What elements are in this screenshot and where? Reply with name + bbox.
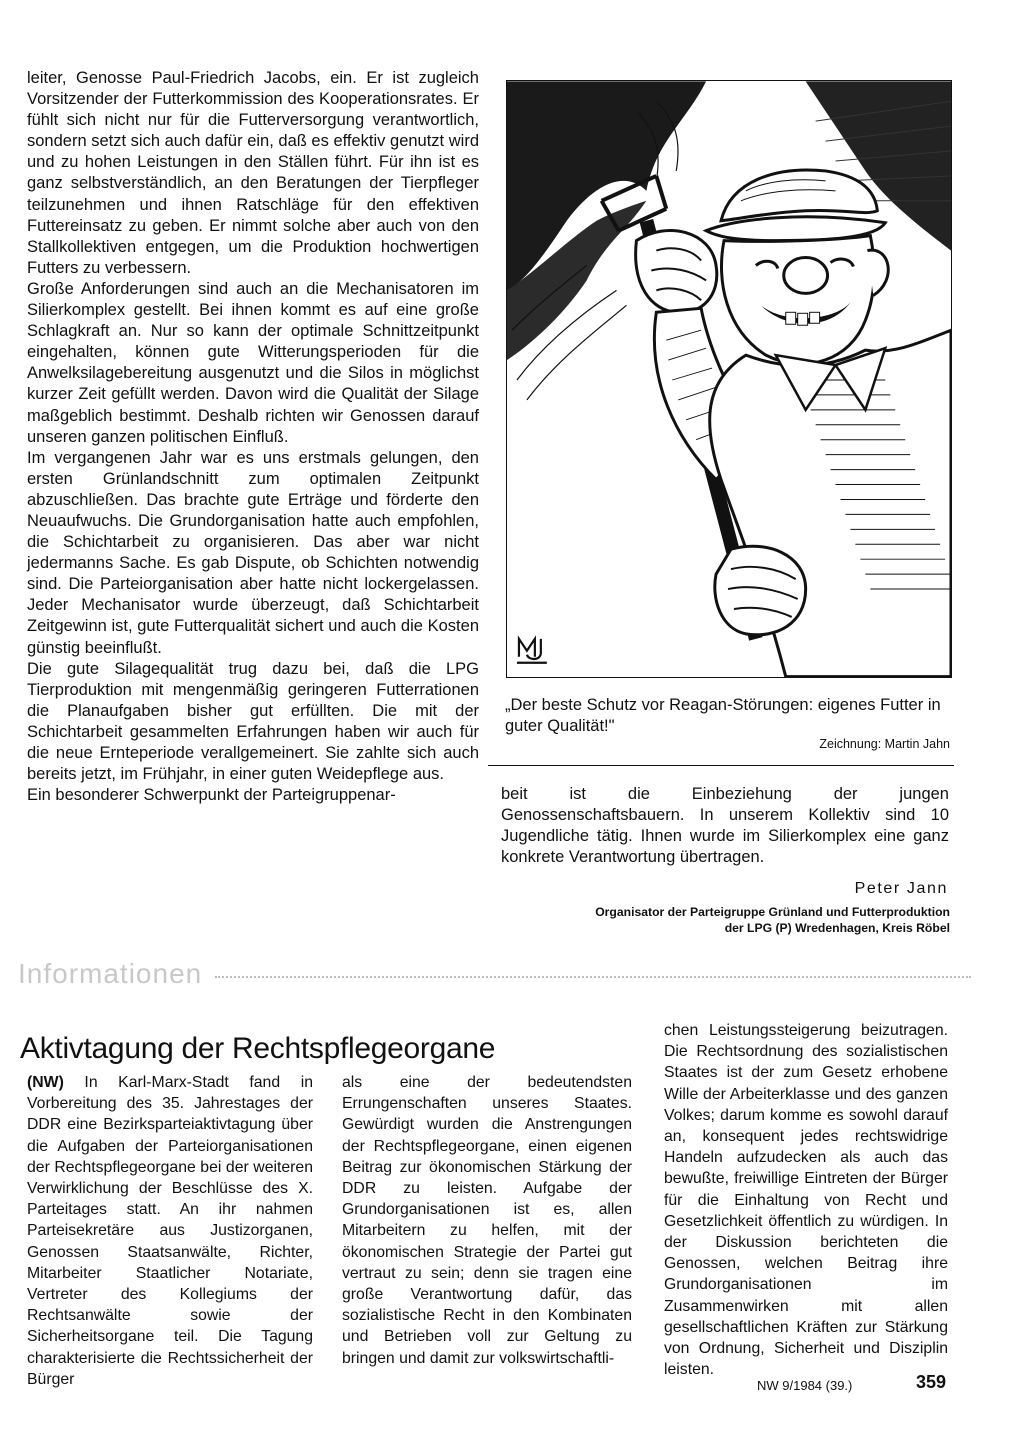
left-text-column [27,68,479,806]
artist-signature-icon [517,639,547,663]
figure-caption: „Der beste Schutz vor Reagan-Störungen: eigenes Futter in guter Qualität!" [505,696,941,735]
article-lead-tag: (NW) [27,1074,64,1091]
issue-info: NW 9/1984 (39.) [757,1378,853,1393]
paragraph: Große Anforderungen sind auch an die Mechanisatoren im Silierkomplex gestellt. Bei ihnen kommt es auf eine große Schlagkraft an. Nur so kann der optimale Schnittzeitpunkt eingehalten, können gute Witterungsperioden für die Anwelksilagebereitung ausgenutzt und die Silos in möglichst kurzer Zeit gefüllt werden. Davon wird die Qualität der Silage maßgeblich bestimmt. Deshalb richten wir Genossen darauf unseren ganzen politischen Einfluß. [27,279,479,446]
author-org-line: Organisator der Parteigruppe Grünland und Futterproduktion [595,905,950,919]
paragraph: Ein besonderer Schwerpunkt der Parteigruppenar- [27,786,396,805]
section-label: Informationen [18,958,203,989]
caption-divider [488,765,954,766]
article-column-text: chen Leistungssteigerung beizutragen. Die Rechtsordnung des sozialistischen Staates ist der zum Gesetz erhobene Wille der Arbeiterklasse und des ganzen Volkes; darum komme es sowohl darauf an, konsequent jedes rechtswidrige Handeln aufzudecken als auch das bewußte, freiwillige Eintreten der Bürger für die Einhaltung von Recht und Gesetzlichkeit öffentlich zu würdigen. In der Diskussion berichteten die Genossen, welchen Beitrag ihre Grundorganisationen im Zusammenwirken mit allen gesellschaftlichen Kräften zur Stärkung von Ordnung, Sicherheit und Disziplin leisten. [664,1022,948,1379]
article-column-3 [664,1020,948,1380]
author-name: Peter Jann [854,880,948,897]
cartoon-illustration [506,80,952,678]
author-affiliation [480,904,950,936]
article-headline: Aktivtagung der Rechtspflegeorgane [20,1032,496,1066]
article-column-text: In Karl-Marx-Stadt fand in Vorbereitung des 35. Jahrestages der DDR eine Bezirksparteiaktivtagung über die Aufgaben der Parteiorganisationen der Rechtspflegeorgane bei der weiteren Verwirklichung der Beschlüsse des X. Parteitages statt. An ihr nahmen Parteisekretäre aus Justizorganen, Genossen Staatsanwälte, Richter, Mitarbeiter Staatlicher Notariate, Vertreter des Kollegiums der Rechtsanwälte sowie der Sicherheitsorgane teil. Die Tagung charakterisierte die Rechtssicherheit der Bürger [27,1074,313,1388]
farmer-cartoon-drawing [507,81,951,677]
article-column-text: als eine der bedeutendsten Errungenschaften unseres Staates. Gewürdigt wurden die Anstrengungen der Rechtspflegeorgane, einen eigenen Beitrag zur ökonomischen Stärkung der DDR zu leisten. Aufgabe der Grundorganisationen ist es, allen Mitarbeitern zu helfen, mit der ökonomischen Strategie der Partei gut vertraut zu sein; denn sie tragen eine große Verantwortung dafür, das sozialistische Recht in den Kombinaten und Betrieben voll zur Geltung zu bringen und damit zur volkswirtschaftli- [342,1074,632,1367]
paragraph: leiter, Genosse Paul-Friedrich Jacobs, ein. Er ist zugleich Vorsitzender der Futterkommission des Kooperationsrates. Er fühlt sich nicht nur für die Futterversorgung verantwortlich, sondern setzt sich auch dafür ein, daß es effektiv genutzt wird und zu hohen Leistungen in den Ställen führt. Für ihn ist es ganz selbstverständlich, an den Beratungen der Tierpfleger teilzunehmen und ihnen Ratschläge für den effektiven Futtereinsatz zu geben. Er nimmt solche aber auch von den Stallkollektiven entgegen, um die Produktion hochwertigen Futters zu verbessern. [27,69,479,277]
right-continuation-text [501,784,949,868]
section-divider [215,976,971,978]
page-number: 359 [916,1372,947,1392]
article-column-1 [27,1072,313,1390]
paragraph: beit ist die Einbeziehung der jungen Genossenschaftsbauern. In unserem Kollektiv sind 10 Jugendliche tätig. Ihnen wurde im Silierkomplex eine ganz konkrete Verantwortung übertragen. [501,785,949,867]
author-org-line: der LPG (P) Wredenhagen, Kreis Röbel [724,921,950,935]
paragraph: Im vergangenen Jahr war es uns erstmals gelungen, den ersten Grünlandschnitt zum optimalen Zeitpunkt abzuschließen. Das brachte gute Erträge und förderte den Neuaufwuchs. Die Grundorganisation hatte auch empfohlen, die Schichtarbeit zu organisieren. Das aber war nicht jedermanns Sache. Es gab Dispute, ob Schichten notwendig sind. Die Parteiorganisation aber hatte nicht lockergelassen. Jeder Mechanisator wurde überzeugt, daß Schichtarbeit Zeitgewinn ist, gute Futterqualität sichert und auch die Kosten günstig beeinflußt. [27,448,479,657]
figure-credit: Zeichnung: Martin Jahn [819,737,950,751]
paragraph: Die gute Silagequalität trug dazu bei, daß die LPG Tierproduktion mit mengenmäßig geringeren Futterrationen die Planaufgaben bisher gut erfüllten. Die mit der Schichtarbeit gesammelten Erfahrungen haben wir auch für die neue Ernteperiode verallgemeinert. Sie zahlte sich auch bereits jetzt, im Frühjahr, in einer guten Weidepflege aus. [27,659,479,784]
article-column-2 [342,1072,632,1369]
